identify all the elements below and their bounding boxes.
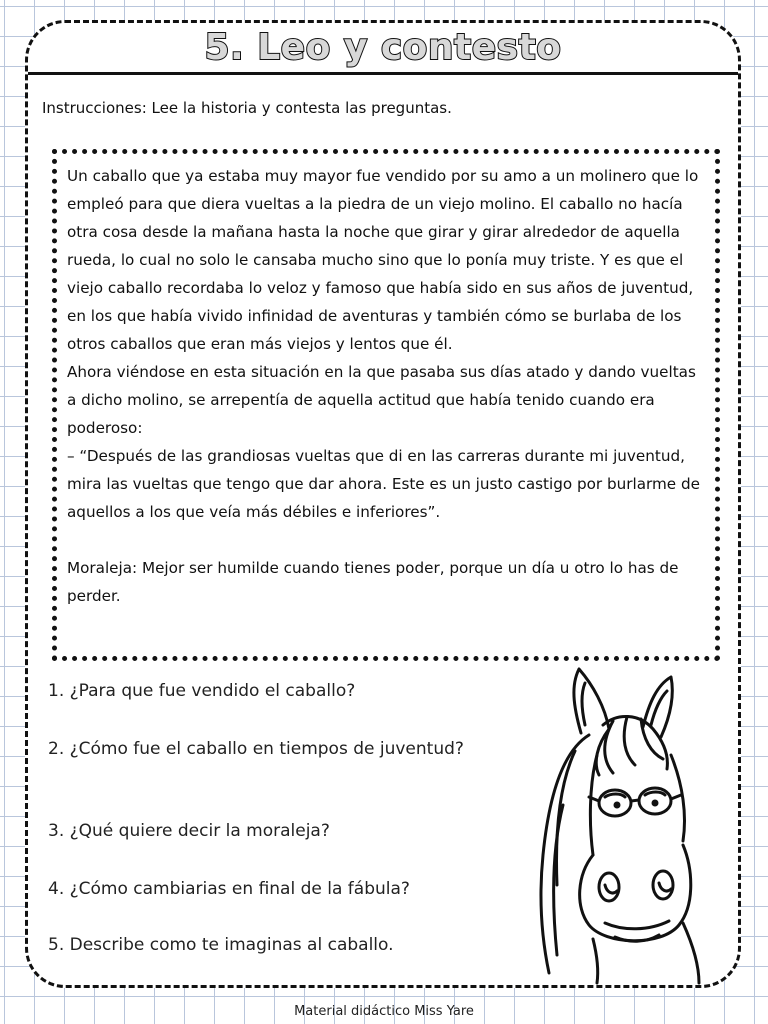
worksheet-card	[25, 20, 741, 988]
story-moral: Moraleja: Mejor ser humilde cuando tienes poder, porque un día u otro lo has de perder.	[67, 559, 679, 605]
instructions-text: Instrucciones: Lee la historia y contesta las preguntas.	[42, 99, 452, 117]
story-paragraph-1: Un caballo que ya estaba muy mayor fue vendido por su amo a un molinero que lo empleó para que diera vueltas a la piedra de un viejo molino. El caballo no hacía otra cosa desde la mañana hasta la noche que girar y girar alrededor de aquella rueda, lo cual no solo le cansaba mucho sino que lo ponía muy triste. Y es que el viejo caballo recordaba lo veloz y famoso que había sido en sus años de juventud, en los que había vivido infinidad de aventuras y también cómo se burlaba de los otros caballos que eran más viejos y lentos que él.	[67, 167, 699, 353]
question-1: 1. ¿Para que fue vendido el caballo?	[48, 681, 356, 701]
question-3: 3. ¿Qué quiere decir la moraleja?	[48, 821, 330, 841]
question-5: 5. Describe como te imaginas al caballo.	[48, 935, 394, 955]
horse-with-glasses-illustration	[493, 655, 733, 985]
story-paragraph-2: Ahora viéndose en esta situación en la que pasaba sus días atado y dando vueltas a dicho molino, se arrepentía de aquella actitud que había tenido cuando era poderoso:	[67, 363, 696, 437]
question-2: 2. ¿Cómo fue el caballo en tiempos de juventud?	[48, 739, 464, 759]
question-4: 4. ¿Cómo cambiarias en final de la fábula?	[48, 879, 410, 899]
footer-credit: Material didáctico Miss Yare	[294, 1004, 474, 1019]
story-quote: – “Después de las grandiosas vueltas que di en las carreras durante mi juventud, mira las vueltas que tengo que dar ahora. Este es un justo castigo por burlarme de aquellos a los que veía más débiles e inferiores”.	[67, 447, 700, 521]
story-box	[52, 149, 720, 661]
page-title: 5. Leo y contesto	[204, 27, 562, 68]
title-bar	[28, 23, 738, 75]
